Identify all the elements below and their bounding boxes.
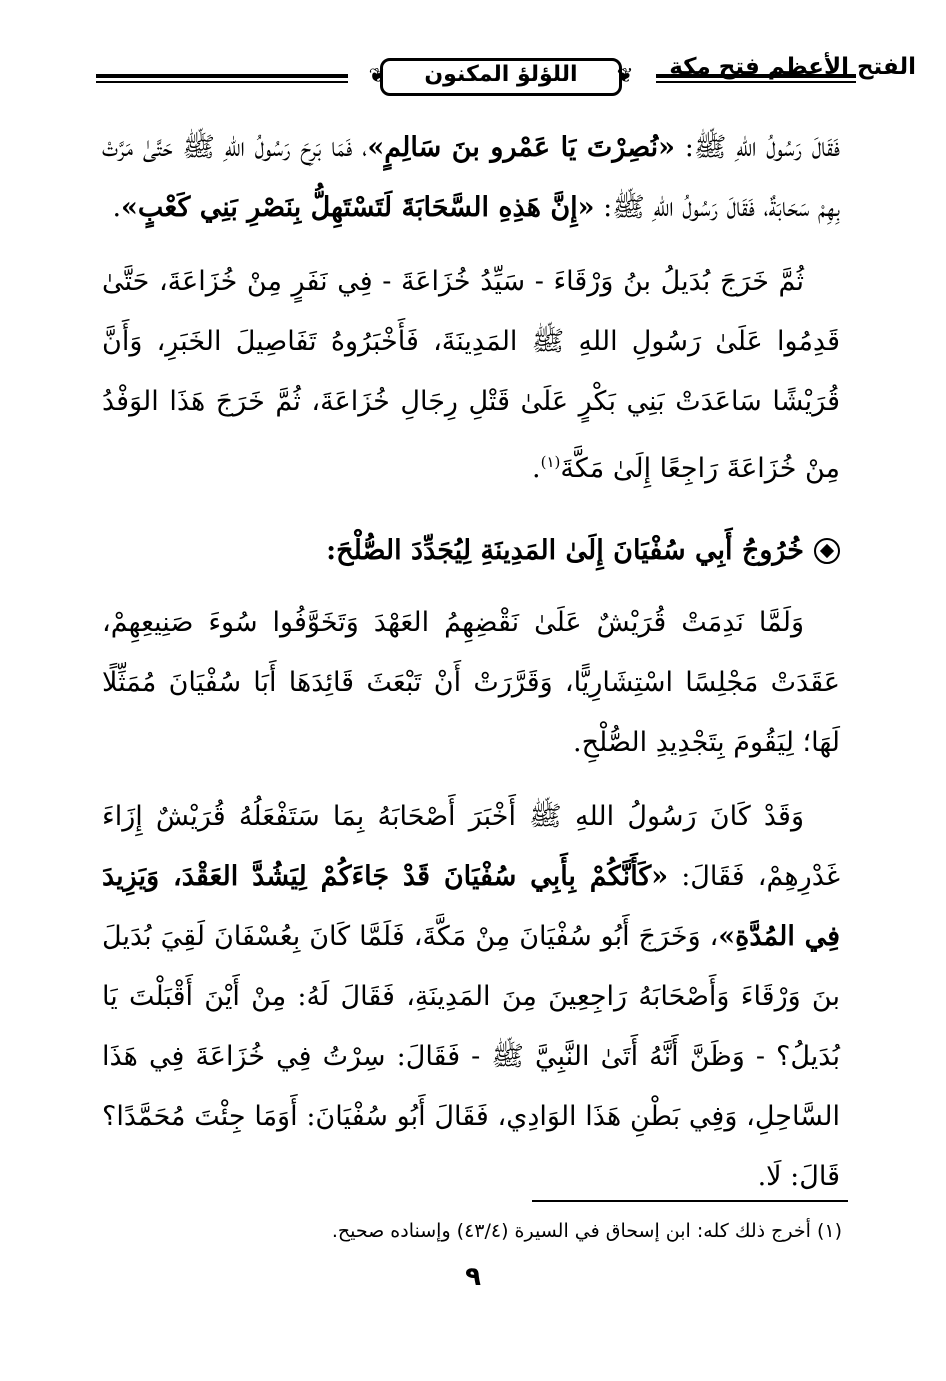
ornament-left-icon: ❦ (368, 63, 386, 87)
body-text (102, 118, 840, 1207)
paragraph-3 (102, 593, 840, 773)
page-number: ٩ (465, 1262, 481, 1292)
footnote-number: (١) (816, 1220, 842, 1242)
section-heading-text: خُرُوجُ أَبِي سُفْيَانَ إِلَىٰ المَدِينَةِ لِيُجَدِّدَ الصُّلْحَ: (326, 535, 804, 566)
paragraph-2-end: . (532, 453, 541, 484)
flower-bullet-icon (814, 538, 840, 564)
book-title-ornament (366, 52, 636, 102)
book-title: اللؤلؤ المكنون (424, 62, 578, 87)
paragraph-2-text: ثُمَّ خَرَجَ بُدَيلُ بنُ وَرْقَاءَ - سَيِّدُ خُزَاعَةَ - فِي نَفَرٍ مِنْ خُزَاعَةَ، حَتَّىٰ قَدِمُوا عَلَىٰ رَسُولِ اللهِ ﷺ المَدِينَةَ، فَأَخْبَرُوهُ تَفَاصِيلَ الخَبَرِ، وَأَنَّ قُرَيْشًا سَاعَدَتْ بَنِي بَكْرٍ عَلَىٰ قَتْلِ رِجَالِ خُزَاعَةَ، ثُمَّ خَرَجَ هَذَا الوَفْدُ مِنْ خُزَاعَةَ رَاجِعًا إِلَىٰ مَكَّةَ (102, 266, 840, 484)
paragraph-4-text-b: ، وَخَرَجَ أَبُو سُفْيَانَ مِنْ مَكَّةَ، فَلَمَّا كَانَ بِعُسْفَانَ لَقِيَ بُدَيلَ بنَ وَرْقَاءَ وَأَصْحَابَهُ رَاجِعِينَ مِنَ المَدِينَةِ، فَقَالَ لَهُ: مِنْ أَيْنَ أَقْبَلْتَ يَا بُدَيلُ؟ - وَظَنَّ أَنَّهُ أَتَىٰ النَّبِيَّ ﷺ - فَقَالَ: سِرْتُ فِي خُزَاعَةَ فِي هَذَا السَّاحِلِ، وَفِي بَطْنِ هَذَا الوَادِي، فَقَالَ أَبُو سُفْيَانَ: أَوَمَا جِئْتَ مُحَمَّدًا؟ قَالَ: لَا. (102, 921, 840, 1192)
section-heading (102, 521, 840, 581)
paragraph-1 (102, 118, 840, 238)
footnote-divider (532, 1200, 848, 1202)
footnote (200, 1216, 842, 1246)
page-header (96, 50, 916, 108)
paragraph-4 (102, 787, 840, 1207)
hadith-quote-1: «نُصِرْتَ يَا عَمْرو بنَ سَالِمٍ» (367, 132, 676, 163)
chapter-title: الفتح الأعظم فتح مكة (669, 54, 916, 80)
header-rule-left (96, 74, 348, 83)
ornament-right-icon: ❦ (616, 63, 634, 87)
paragraph-1-text-b: ، فَمَا بَرِحَ رَسُولُ اللهِ ﷺ حَتَّىٰ مَرَّتْ بِهِمْ سَحَابَةٌ، فَقَالَ رَسُولُ اللهِ ﷺ: (102, 132, 840, 223)
paragraph-4-text-a: وَقَدْ كَانَ رَسُولُ اللهِ ﷺ أَخْبَرَ أَصْحَابَهُ بِمَا سَتَفْعَلُهُ قُرَيْشٌ إِزَاءَ غَدْرِهِمْ، فَقَالَ: (102, 801, 840, 892)
paragraph-1-text-a: فَقَالَ رَسُولُ اللهِ ﷺ: (675, 132, 840, 163)
hadith-quote-2: «إِنَّ هَذِهِ السَّحَابَةَ لَتَسْتَهِلُّ بِنَصْرِ بَنِي كَعْبٍ» (121, 192, 595, 223)
paragraph-3-text: وَلَمَّا نَدِمَتْ قُرَيْشٌ عَلَىٰ نَقْضِهِمُ العَهْدَ وَتَخَوَّفُوا سُوءَ صَنِيعِهِمْ، عَقَدَتْ مَجْلِسًا اسْتِشَارِيًّا، وَقَرَّرَتْ أَنْ تَبْعَثَ قَائِدَهَا أَبَا سُفْيَانَ مُمَثِّلًا لَهَا؛ لِيَقُومَ بِتَجْدِيدِ الصُّلْحِ. (102, 607, 840, 758)
hadith-quote-3: «كَأَنَّكُمْ بِأَبِي سُفْيَانَ قَدْ جَاءَكُمْ لِيَشُدَّ العَقْدَ، وَيَزِيدَ فِي المُدَّةِ» (102, 861, 841, 952)
footnote-text: أخرج ذلك كله: ابن إسحاق في السيرة (٤٣/٤) وإسناده صحيح. (331, 1220, 811, 1242)
paragraph-1-end: . (112, 192, 122, 223)
paragraph-2 (102, 252, 840, 499)
footnote-reference[interactable]: (١) (540, 453, 561, 471)
